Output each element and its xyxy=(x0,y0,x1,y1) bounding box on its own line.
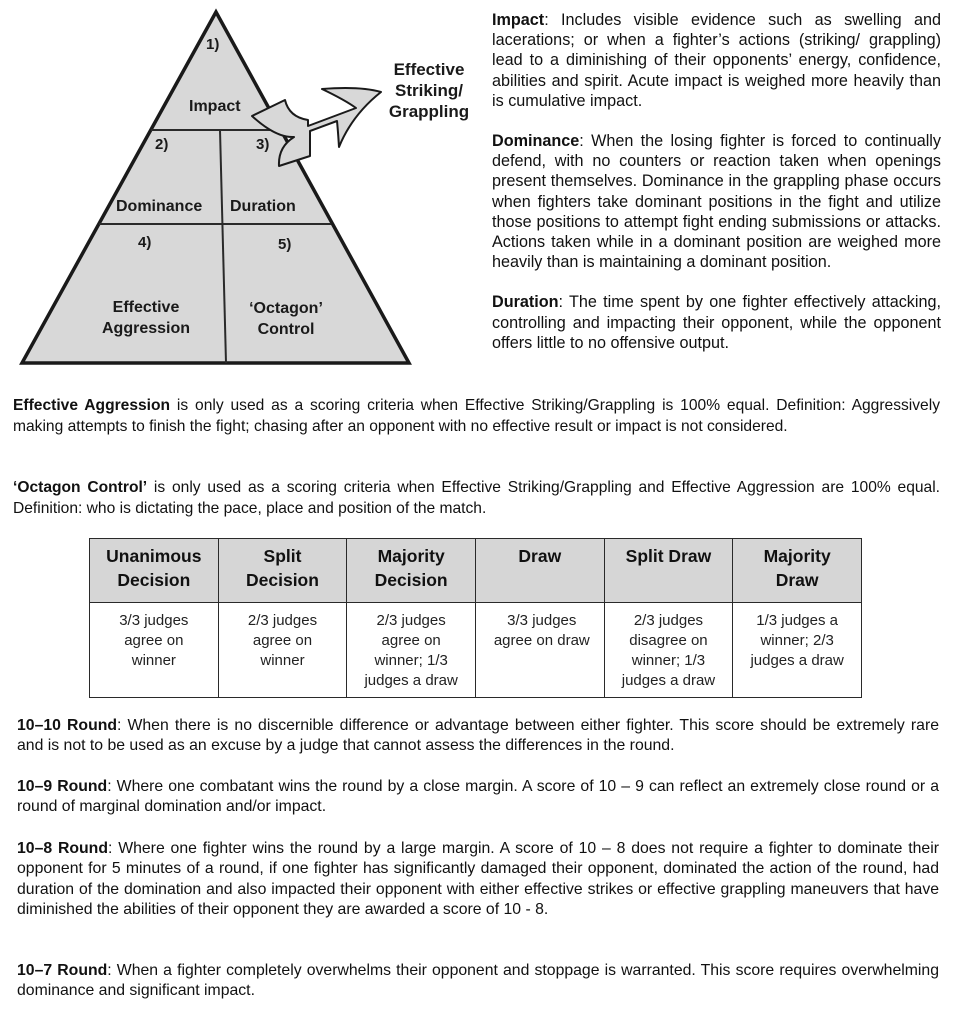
definition-dominance: Dominance: When the losing fighter is forced to continually defend, with no counters or reaction taken when openings present themselves. Dominance in the grappling phase occurs when fighters take dominant positions in the fight and utilize those positions to attempt fight ending submissions or attacks. Actions taken while in a dominant position are weighed more heavily than is maintaining a dominant position. xyxy=(492,132,941,272)
header-split-decision: Split Decision xyxy=(218,539,347,603)
cell-majority-decision: 2/3 judges agree on winner; 1/3 judges a draw xyxy=(347,603,476,698)
note-octagon-control: ‘Octagon Control’ is only used as a scoring criteria when Effective Striking/Grappling and Effective Aggression are 100% equal. Definition: who is dictating the pace, place and position of the match. xyxy=(13,479,941,517)
round-score-10-8: 10–8 Round: Where one fighter wins the round by a large margin. A score of 10 – 8 does not require a fighter to dominate their opponent for 5 minutes of a round, if one fighter has significantly damaged their opponent, dominated the action of the round, had duration of the domination and also impacted their opponent with either effective strikes or effective grappling maneuvers that have diminished the abilities of their opponent they are awarded a score of 10 - 8. xyxy=(17,840,939,919)
criteria-definitions xyxy=(492,10,941,373)
cell-draw: 3/3 judges agree on draw xyxy=(475,603,604,698)
header-majority-decision: Majority Decision xyxy=(347,539,476,603)
header-split-draw: Split Draw xyxy=(604,539,733,603)
tier-label-effective-aggression: Effective Aggression xyxy=(101,299,190,337)
arrow-label-effective-striking-grappling: Effective Striking/ Grappling xyxy=(388,60,470,121)
header-draw: Draw xyxy=(475,539,604,603)
cell-unanimous-decision: 3/3 judges agree on winner xyxy=(90,603,219,698)
pyramid-triangle xyxy=(22,12,409,363)
cell-split-draw: 2/3 judges disagree on winner; 1/3 judges a draw xyxy=(604,603,733,698)
tier-label-dominance: Dominance xyxy=(116,198,203,215)
table-header-row xyxy=(90,539,862,603)
tier-number-1: 1) xyxy=(206,36,220,53)
cell-split-decision: 2/3 judges agree on winner xyxy=(218,603,347,698)
tier-number-2: 2) xyxy=(155,136,169,153)
scoring-criteria-pyramid xyxy=(0,0,480,380)
tier-label-octagon-control: ‘Octagon’ Control xyxy=(249,300,323,338)
definition-impact: Impact: Includes visible evidence such as swelling and lacerations; or when a fighter’s actions (striking/ grappling) lead to a diminishing of their opponents’ energy, confidence, abilities and spirit. Acute impact is weighed more heavily than is cumulative impact. xyxy=(492,11,941,110)
round-score-10-9: 10–9 Round: Where one combatant wins the round by a close margin. A score of 10 – 9 can reflect an extremely close round or a round of marginal domination and/or impact. xyxy=(17,778,939,816)
round-score-10-10: 10–10 Round: When there is no discernible difference or advantage between either fighter. This score should be extremely rare and is not to be used as an excuse by a judge that cannot assess the differences in the round. xyxy=(17,717,939,755)
header-unanimous-decision: Unanimous Decision xyxy=(90,539,219,603)
tier-number-4: 4) xyxy=(138,234,152,251)
note-effective-aggression: Effective Aggression is only used as a scoring criteria when Effective Striking/Grappling is 100% equal. Definition: Aggressively making attempts to finish the fight; chasing after an opponent with no effective result or impact is not considered. xyxy=(13,397,940,435)
tier-label-duration: Duration xyxy=(230,198,296,215)
header-majority-draw: Majority Draw xyxy=(733,539,862,603)
tier-label-impact: Impact xyxy=(189,98,241,115)
tier-number-5: 5) xyxy=(278,236,292,253)
tier-number-3: 3) xyxy=(256,136,270,153)
decision-types-table xyxy=(89,538,862,698)
cell-majority-draw: 1/3 judges a winner; 2/3 judges a draw xyxy=(733,603,862,698)
definition-duration: Duration: The time spent by one fighter effectively attacking, controlling and impacting their opponent, while the opponent offers little to no offensive output. xyxy=(492,293,941,352)
round-score-10-7: 10–7 Round: When a fighter completely overwhelms their opponent and stoppage is warranted. This score requires overwhelming dominance and significant impact. xyxy=(17,962,939,1000)
table-row xyxy=(90,603,862,698)
